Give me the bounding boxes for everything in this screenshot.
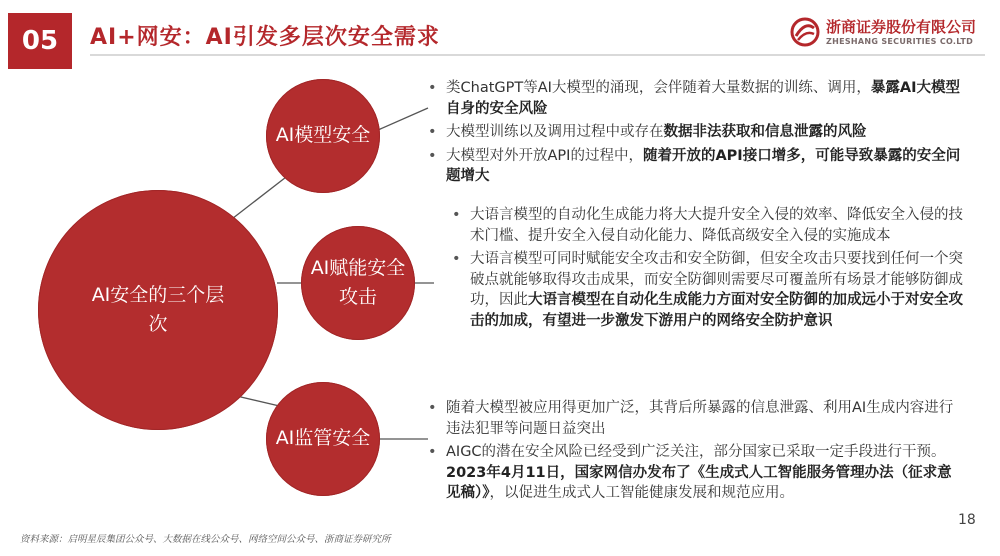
bullet-text: ，以促进生成式人工智能健康发展和规范应用。 bbox=[489, 485, 794, 502]
bullet-emphasis: 大语言模型在自动化生成能力方面对安全防御的加成远小于对安全攻击的加成，有望进一步激发下游用户的网络安全防护意识 bbox=[470, 292, 963, 329]
node-label: AI模型安全 bbox=[275, 124, 371, 147]
node-label: AI赋能安全攻击 bbox=[310, 256, 406, 308]
bullet-text: 大模型对外开放API的过程中， bbox=[446, 147, 643, 164]
center-circle-label: AI安全的三个层次 bbox=[91, 283, 225, 335]
bullet-item bbox=[428, 398, 963, 439]
node-ai-regulation-security bbox=[266, 382, 380, 496]
connector-model-text bbox=[378, 108, 428, 130]
bullet-emphasis: 随着开放的API接口增多，可能导致暴露的安全问题增大 bbox=[446, 147, 961, 185]
bullet-item bbox=[428, 442, 963, 504]
bullet-text: AIGC的潜在安全风险已经受到广泛关注，部分国家已采取一定手段进行干预。 bbox=[446, 444, 946, 461]
bullet-item bbox=[428, 122, 973, 143]
bullet-emphasis: 数据非法获取和信息泄露的风险 bbox=[663, 124, 867, 141]
node-ai-empowered-attack bbox=[301, 226, 415, 340]
company-name-cn: 浙商证券股份有限公司 bbox=[826, 18, 977, 36]
slide-title: AI+网安：AI引发多层次安全需求 bbox=[90, 25, 440, 50]
bullets-empower bbox=[452, 205, 972, 334]
section-number-badge: 05 bbox=[8, 13, 72, 69]
bullet-text: 大语言模型可同时赋能安全攻击和安全防御，但安全攻击只要找到任何一个突破点就能够取得攻击成果，而安全防御则需要尽可覆盖所有场景才能够防御成功，因此 bbox=[470, 251, 963, 309]
bullet-text: 随着大模型被应用得更加广泛，其背后所暴露的信息泄露、利用AI生成内容进行违法犯罪等问题日益突出 bbox=[446, 400, 954, 437]
page-number: 18 bbox=[958, 512, 976, 528]
bullet-emphasis: 2023年4月11日，国家网信办发布了《生成式人工智能服务管理办法（征求意见稿）》 bbox=[446, 464, 952, 502]
connector-model bbox=[228, 174, 290, 222]
bullet-text: 类ChatGPT等AI大模型的涌现，会伴随着大量数据的训练、调用， bbox=[446, 80, 871, 96]
bullet-text: 大语言模型的自动化生成能力将大大提升安全入侵的效率、降低安全入侵的技术门槛、提升安全入侵自动化能力、降低高级安全入侵的实施成本 bbox=[470, 207, 963, 244]
bullet-item bbox=[428, 146, 973, 187]
bullet-item bbox=[452, 205, 972, 246]
company-name-en: ZHESHANG SECURITIES CO.LTD bbox=[826, 37, 974, 46]
bullet-item bbox=[428, 78, 973, 119]
node-label: AI监管安全 bbox=[275, 427, 371, 450]
node-ai-model-security bbox=[266, 79, 380, 193]
bullet-text: 大模型训练以及调用过程中或存在 bbox=[446, 124, 664, 141]
bullets-regulation bbox=[428, 398, 963, 507]
bullets-model bbox=[428, 78, 973, 190]
bullet-item bbox=[452, 249, 972, 331]
bullet-emphasis: 暴露AI大模型自身的安全风险 bbox=[446, 80, 961, 117]
source-note: 资料来源：启明星辰集团公众号、大数据在线公众号、网络空间公众号、浙商证券研究所 bbox=[20, 534, 391, 545]
center-circle bbox=[38, 190, 278, 430]
